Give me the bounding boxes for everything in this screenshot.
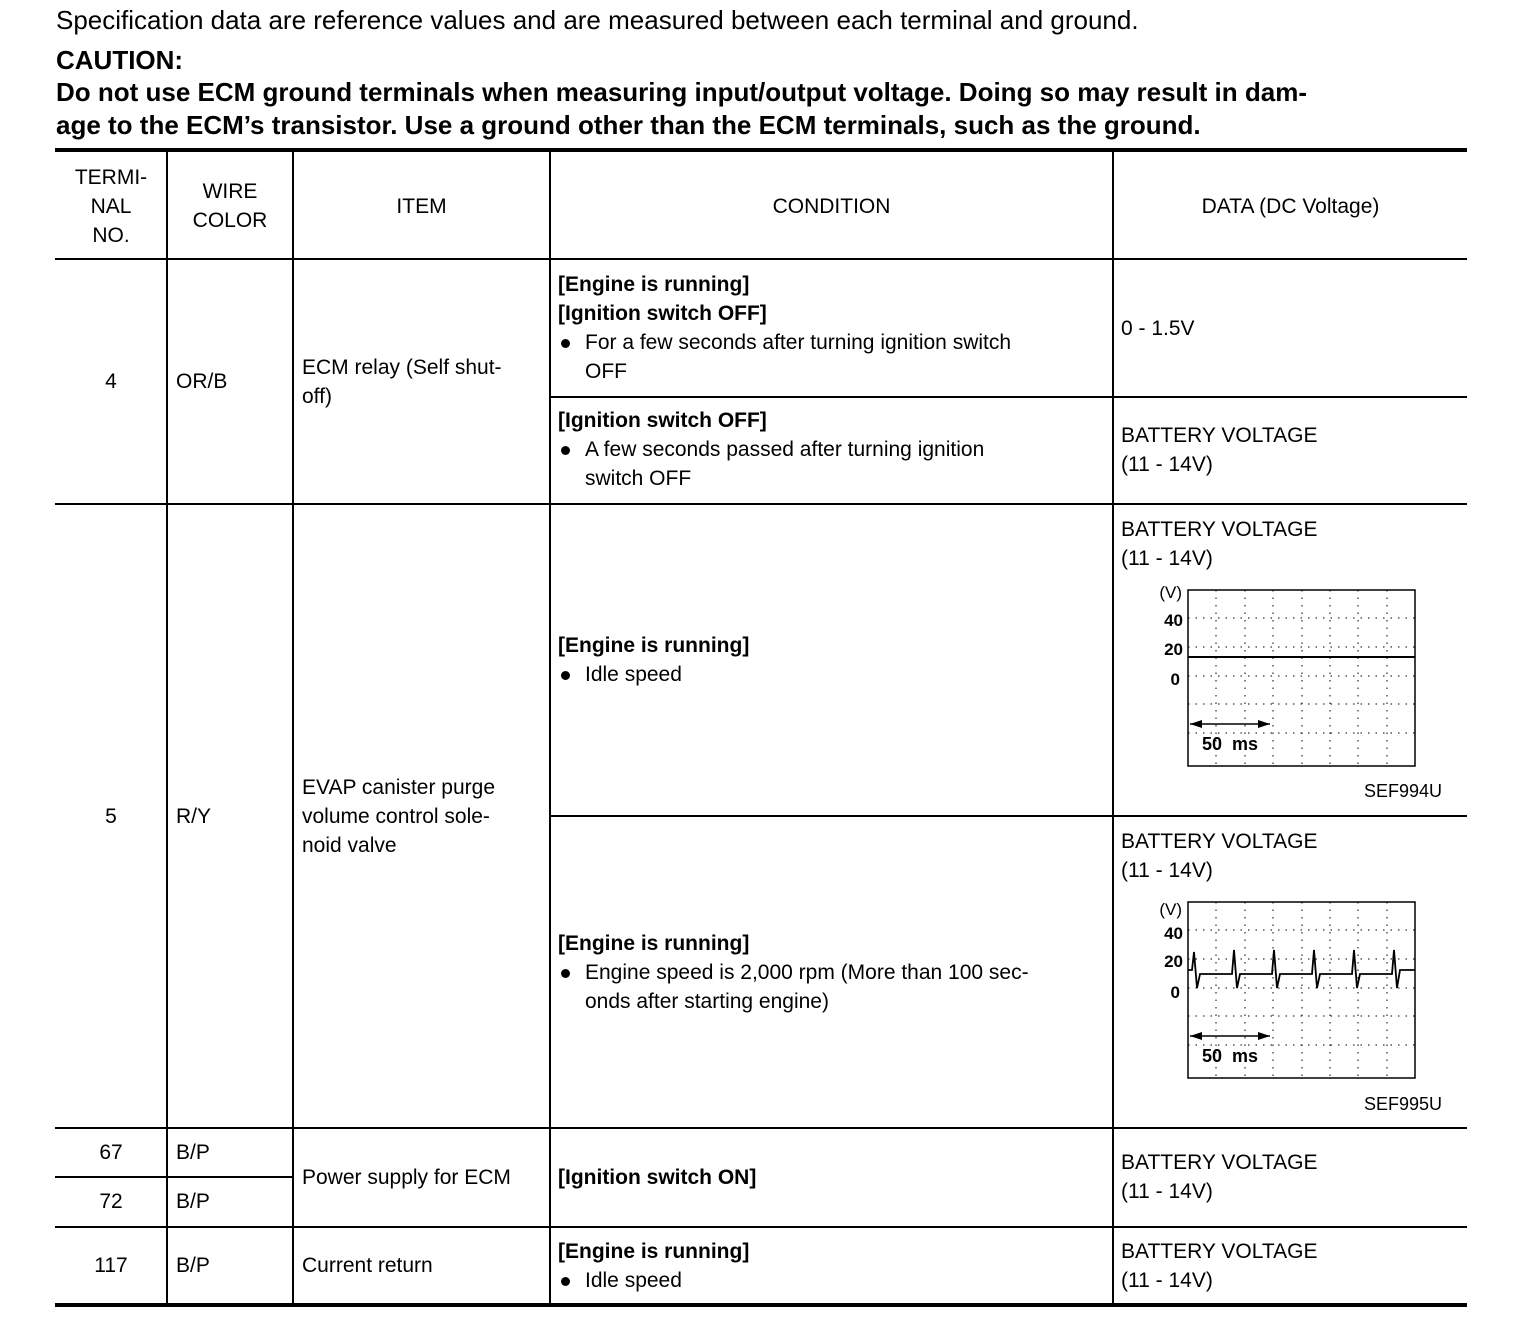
row-rule: [550, 396, 1467, 398]
row-rule: [55, 1226, 1467, 1228]
row-rule: [550, 815, 1467, 817]
data-value: BATTERY VOLTAGE (11 - 14V): [1121, 830, 1318, 882]
waveform-graph: [1150, 892, 1420, 1082]
caution-line: Do not use ECM ground terminals when measuring input/output voltage. Doing so may result in dam-: [56, 77, 1307, 107]
terminal-no: 67: [99, 1141, 123, 1164]
data-value: BATTERY VOLTAGE (11 - 14V): [1121, 1151, 1318, 1203]
header-terminal-no: TERMI- NAL NO.: [74, 166, 148, 247]
condition-text: [Engine is running] [Ignition switch OFF] For a few seconds after turning ignition switch OFF: [558, 270, 1108, 386]
time-scale-label: 50 ms: [1202, 734, 1259, 754]
terminal-no: 72: [99, 1190, 123, 1213]
caution-title: CAUTION:: [56, 45, 184, 75]
figure-code: SEF994U: [1364, 781, 1443, 801]
caution-text: [56, 76, 1468, 142]
caution-line: age to the ECM’s transistor. Use a ground other than the ECM terminals, such as the ground.: [56, 110, 1201, 140]
terminal-no: 5: [105, 805, 117, 828]
bullet-item: Idle speed: [558, 1266, 1108, 1295]
table-top-rule: [55, 148, 1467, 152]
column-rule: [292, 150, 294, 1305]
axis-unit: (V): [1159, 900, 1182, 919]
row-rule: [55, 1176, 293, 1178]
condition-text: [Ignition switch ON]: [558, 1166, 757, 1189]
oscilloscope-waveform-idle: [1150, 580, 1420, 770]
row-rule: [55, 503, 1467, 505]
data-value: BATTERY VOLTAGE (11 - 14V): [1121, 518, 1318, 570]
row-rule: [55, 1127, 1467, 1129]
item-text: Power supply for ECM: [302, 1166, 511, 1189]
terminal-no: 117: [94, 1254, 128, 1277]
wire-color: OR/B: [176, 370, 228, 393]
header-wire-color: WIRE COLOR: [192, 180, 268, 232]
axis-tick-label: 20: [1164, 952, 1183, 971]
condition-text: [Engine is running] Idle speed: [558, 1237, 1108, 1295]
data-value: BATTERY VOLTAGE (11 - 14V): [1121, 1240, 1318, 1292]
bullet-item: Engine speed is 2,000 rpm (More than 100 sec- onds after starting engine): [558, 958, 1108, 1016]
item-text: EVAP canister purge volume control sole- noid valve: [302, 776, 495, 857]
axis-tick-label: 20: [1164, 640, 1183, 659]
time-scale-arrow: [1190, 1032, 1270, 1040]
terminal-no: 4: [105, 370, 117, 393]
wire-color: B/P: [176, 1190, 210, 1213]
axis-tick-label: 40: [1164, 611, 1183, 630]
wire-color: B/P: [176, 1254, 210, 1277]
header-rule: [55, 258, 1467, 260]
condition-text: [Engine is running] Idle speed: [558, 631, 1108, 689]
wire-color: R/Y: [176, 805, 212, 828]
axis-tick-label: 40: [1164, 924, 1183, 943]
intro-text: Specification data are reference values and are measured between each terminal and ground.: [56, 5, 1139, 35]
table-bottom-rule: [55, 1303, 1467, 1307]
bullet-item: A few seconds passed after turning ignition switch OFF: [558, 435, 1108, 493]
figure-code: SEF995U: [1364, 1094, 1443, 1114]
axis-tick-label: 0: [1170, 983, 1180, 1002]
wire-color: B/P: [176, 1141, 210, 1164]
axis-unit: (V): [1159, 583, 1182, 602]
waveform-graph: [1150, 580, 1420, 770]
time-scale-arrow: [1190, 720, 1270, 728]
column-rule: [549, 150, 551, 1305]
condition-text: [Engine is running] Engine speed is 2,000 rpm (More than 100 sec- onds after starting engine): [558, 929, 1108, 1016]
bullet-item: For a few seconds after turning ignition switch OFF: [558, 328, 1108, 386]
header-condition: CONDITION: [772, 195, 891, 218]
column-rule: [1112, 150, 1114, 1305]
axis-tick-label: 0: [1170, 670, 1180, 689]
header-data: DATA (DC Voltage): [1201, 195, 1380, 218]
data-value: 0 - 1.5V: [1121, 317, 1195, 340]
bullet-item: Idle speed: [558, 660, 1108, 689]
condition-text: [Ignition switch OFF] A few seconds passed after turning ignition switch OFF: [558, 406, 1108, 493]
header-item: ITEM: [396, 195, 447, 218]
item-text: Current return: [302, 1254, 433, 1277]
time-scale-label: 50 ms: [1202, 1046, 1259, 1066]
oscilloscope-waveform-2000rpm: [1150, 892, 1420, 1082]
data-value: BATTERY VOLTAGE (11 - 14V): [1121, 424, 1318, 476]
item-text: ECM relay (Self shut- off): [302, 356, 502, 408]
column-rule: [166, 150, 168, 1305]
